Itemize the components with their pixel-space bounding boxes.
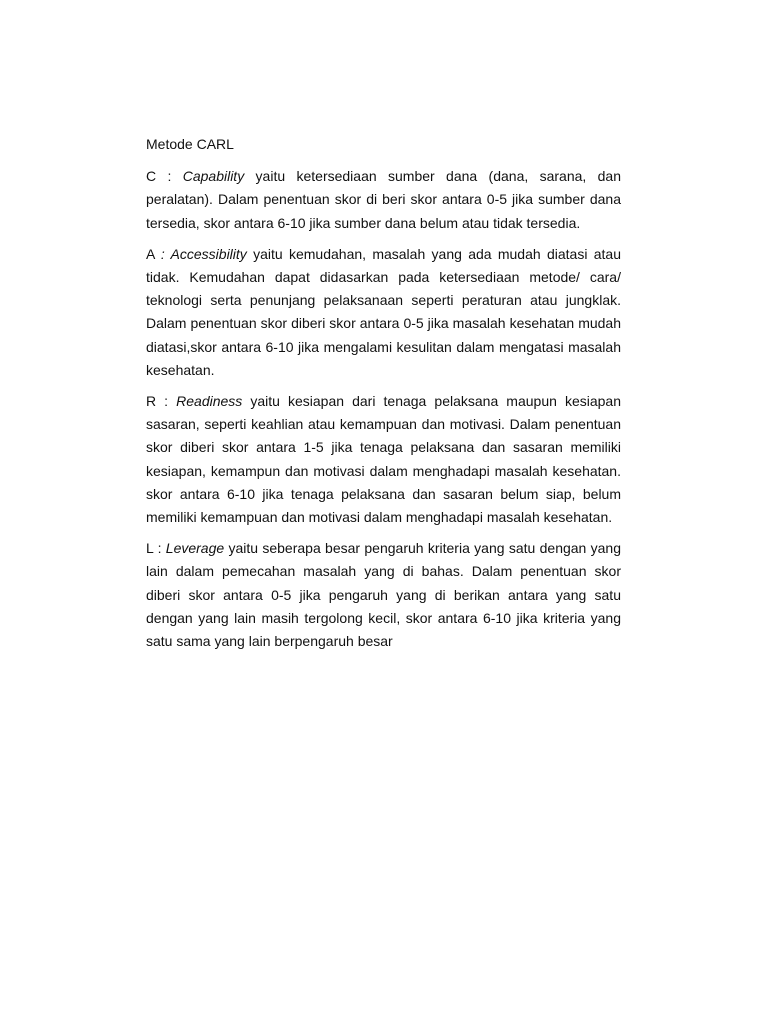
term-capability: Capability — [182, 168, 245, 185]
paragraph-accessibility — [146, 243, 621, 382]
paragraph-leverage — [146, 537, 621, 653]
paragraph-body: yaitu seberapa besar pengaruh kriteria yang satu dengan yang lain dalam pemecahan masalah yang di bahas. Dalam penentuan skor diberi skor antara 0-5 jika pengaruh yang di berikan antara yang satu dengan yang lain masih tergolong kecil, skor antara 6-10 jika kriteria yang satu sama yang lain berpengaruh besar — [146, 540, 622, 650]
paragraph-body: yaitu kemudahan, masalah yang ada mudah diatasi atau tidak. Kemudahan dapat didasarkan pada ketersediaan metode/ cara/ teknologi serta penunjang pelaksanaan seperti peraturan atau jungklak. Dalam penentuan skor diberi skor antara 0-5 jika masalah kesehatan mudah diatasi,skor antara 6-10 jika mengalami kesulitan dalam mengatasi masalah kesehatan. — [146, 245, 621, 378]
document-title: Metode CARL — [146, 136, 234, 152]
paragraph-capability — [146, 165, 621, 235]
paragraph-body: yaitu kesiapan dari tenaga pelaksana maupun kesiapan sasaran, seperti keahlian atau kemampuan dan motivasi. Dalam penentuan skor diberi skor antara 1-5 jika tenaga pelaksana dan sasaran memiliki kesiapan, kemampun dan motivasi dalam menghadapi masalah kesehatan. skor antara 6-10 jika tenaga pelaksana dan sasaran belum siap, belum memiliki kemampuan dan motivasi dalam menghadapi masalah kesehatan. — [146, 393, 622, 526]
paragraph-prefix: A — [146, 245, 161, 262]
paragraph-prefix: R : — [146, 393, 177, 410]
term-readiness: Readiness — [176, 393, 243, 410]
paragraph-readiness — [146, 390, 621, 529]
paragraph-body: yaitu ketersediaan sumber dana (dana, sarana, dan peralatan). Dalam penentuan skor di beri skor antara 0-5 jika sumber dana tersedia, skor antara 6-10 jika sumber dana belum atau tidak tersedia. — [146, 168, 622, 231]
paragraph-prefix: C : — [146, 168, 183, 185]
paragraph-prefix: L : — [146, 540, 166, 557]
document-page — [146, 133, 621, 661]
term-leverage: Leverage — [165, 540, 225, 557]
term-accessibility: : Accessibility — [160, 245, 247, 262]
